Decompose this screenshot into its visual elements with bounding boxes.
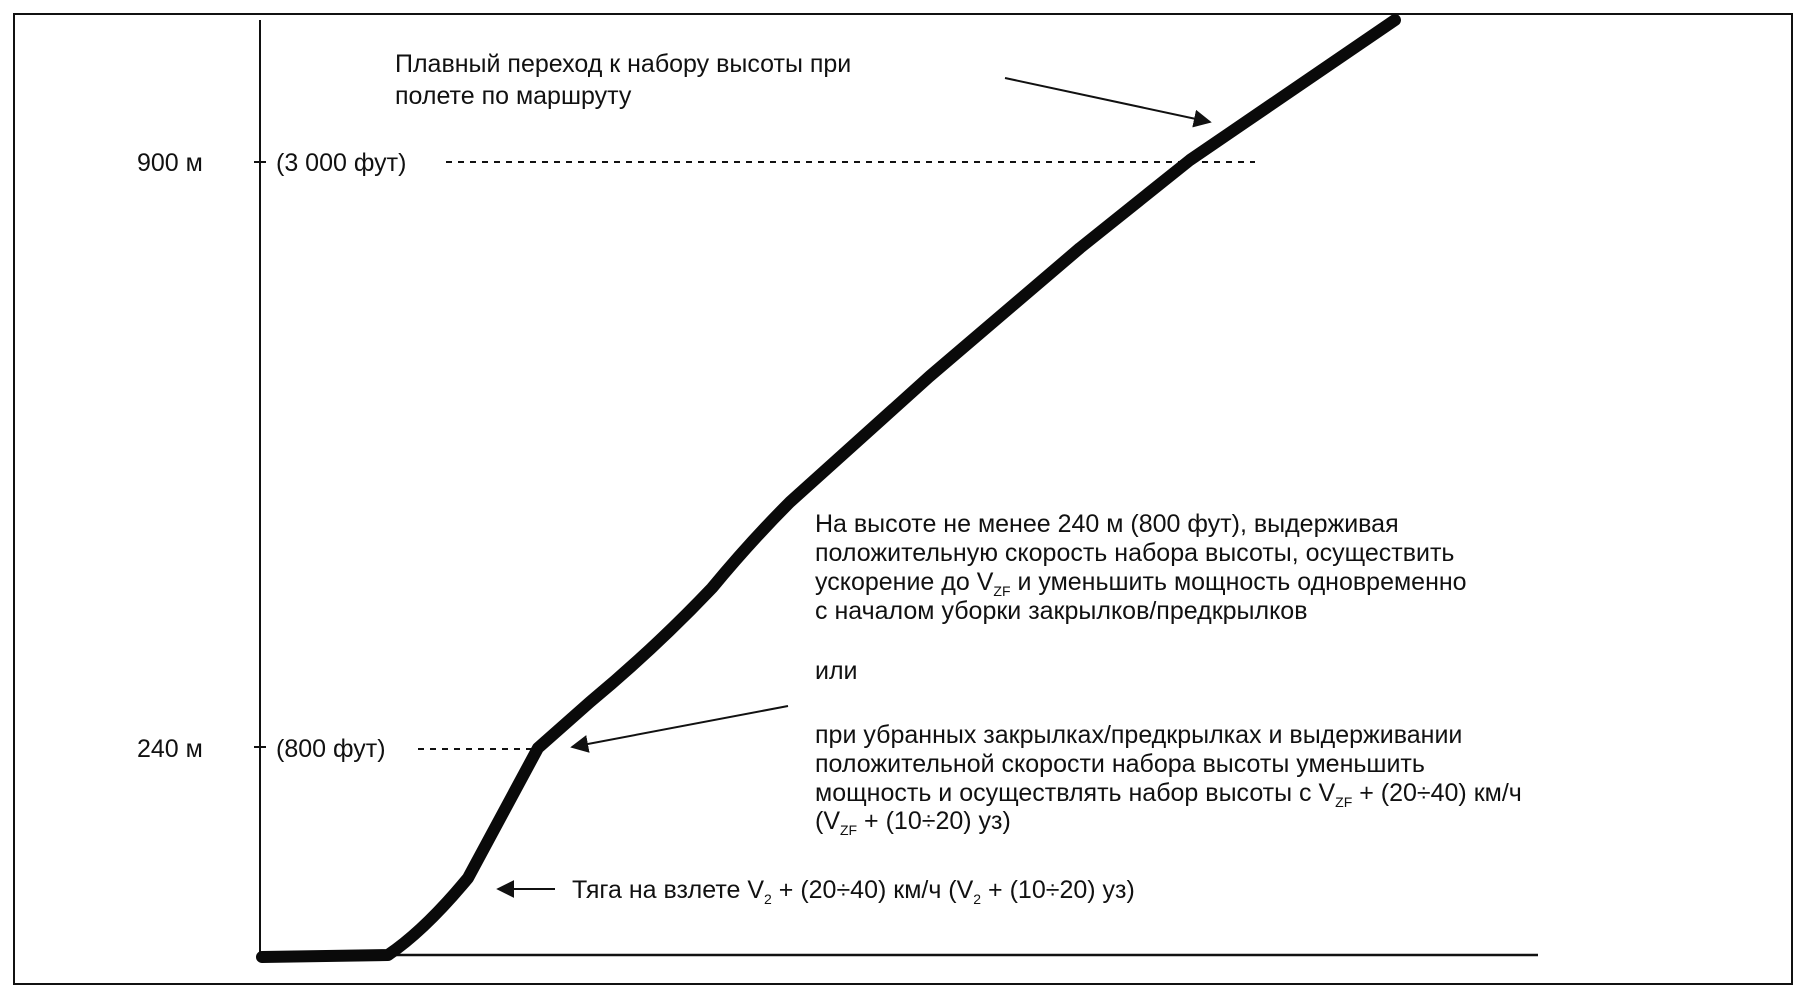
clean-config-annotation: при убранных закрылках/предкрылках и выдерживании положительной скорости набора высоты уменьшить мощность и осуществлять набор высоты с $V_{ZF} + (20\div 40)$ км/ч ($V_{ZF} + (10\div 20)$ уз) <box>815 721 1522 838</box>
label-240-m: 240 м <box>137 735 203 763</box>
arrow-240-point <box>572 706 788 747</box>
label-3000-ft: (3 000 фут) <box>276 149 407 177</box>
label-900-m: 900 м <box>137 149 203 177</box>
accel-annotation: На высоте не менее 240 м (800 фут), выдерживая положительную скорость набора высоты, осуществить ускорение до $V_{ZF}$ и уменьшить мощность одновременно с началом уборки закрылков/предкрылков <box>815 510 1467 625</box>
or-label: или <box>815 657 858 685</box>
takeoff-annotation: Тяга на взлете $V_2 + (20\div 40)$ км/ч ($V_2 + (10\div 20)$ уз) <box>572 876 1135 907</box>
arrow-transition <box>1005 78 1210 122</box>
label-800-ft: (800 фут) <box>276 735 386 763</box>
transition-annotation: Плавный переход к набору высоты при полете по маршруту <box>395 50 852 110</box>
